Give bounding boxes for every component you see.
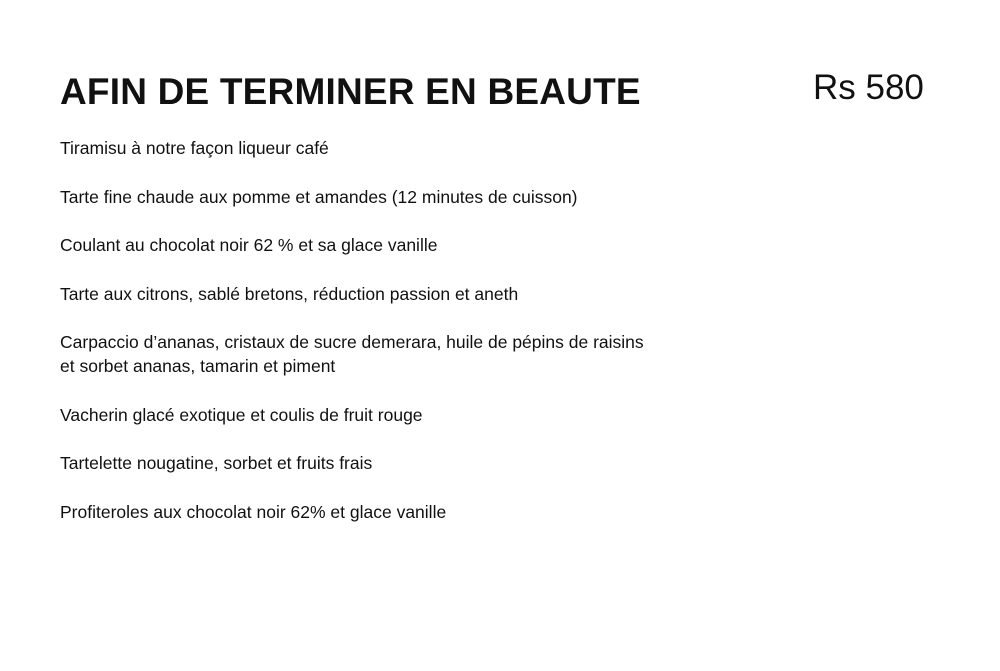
dessert-item-text: Tarte aux citrons, sablé bretons, réduction passion et aneth — [60, 283, 519, 304]
dessert-item-text: Profiteroles aux chocolat noir 62% et glace vanille — [60, 501, 447, 522]
dessert-item-tarte-fine — [60, 185, 760, 209]
dessert-item-text: Tiramisu à notre façon liqueur café — [60, 138, 329, 158]
dessert-item-profiteroles — [60, 500, 760, 524]
dessert-item-tartelette — [60, 451, 760, 475]
dessert-item-text: Carpaccio d’ananas, cristaux de sucre demerara, huile de pépins de raisins — [60, 332, 644, 352]
menu-price: Rs 580 — [813, 68, 924, 107]
dessert-item-text: Tarte fine chaude aux pomme et amandes (12 minutes de cuisson) — [60, 186, 578, 207]
dessert-item-tiramisu — [60, 136, 760, 160]
dessert-item-text: Tartelette nougatine, sorbet et fruits frais — [60, 453, 373, 473]
dessert-item-coulant — [60, 233, 760, 257]
dessert-item-text: Coulant au chocolat noir 62 % et sa glace vanille — [60, 235, 438, 255]
dessert-item-carpaccio — [60, 330, 760, 378]
dessert-item-text: Vacherin glacé exotique et coulis de fruit rouge — [60, 404, 423, 425]
dessert-item-text-continued: et sorbet ananas, tamarin et piment — [60, 356, 336, 376]
menu-title: AFIN DE TERMINER EN BEAUTE — [60, 71, 641, 112]
dessert-item-tarte-citrons — [60, 282, 760, 306]
dessert-list — [60, 136, 760, 548]
dessert-item-vacherin — [60, 403, 760, 427]
